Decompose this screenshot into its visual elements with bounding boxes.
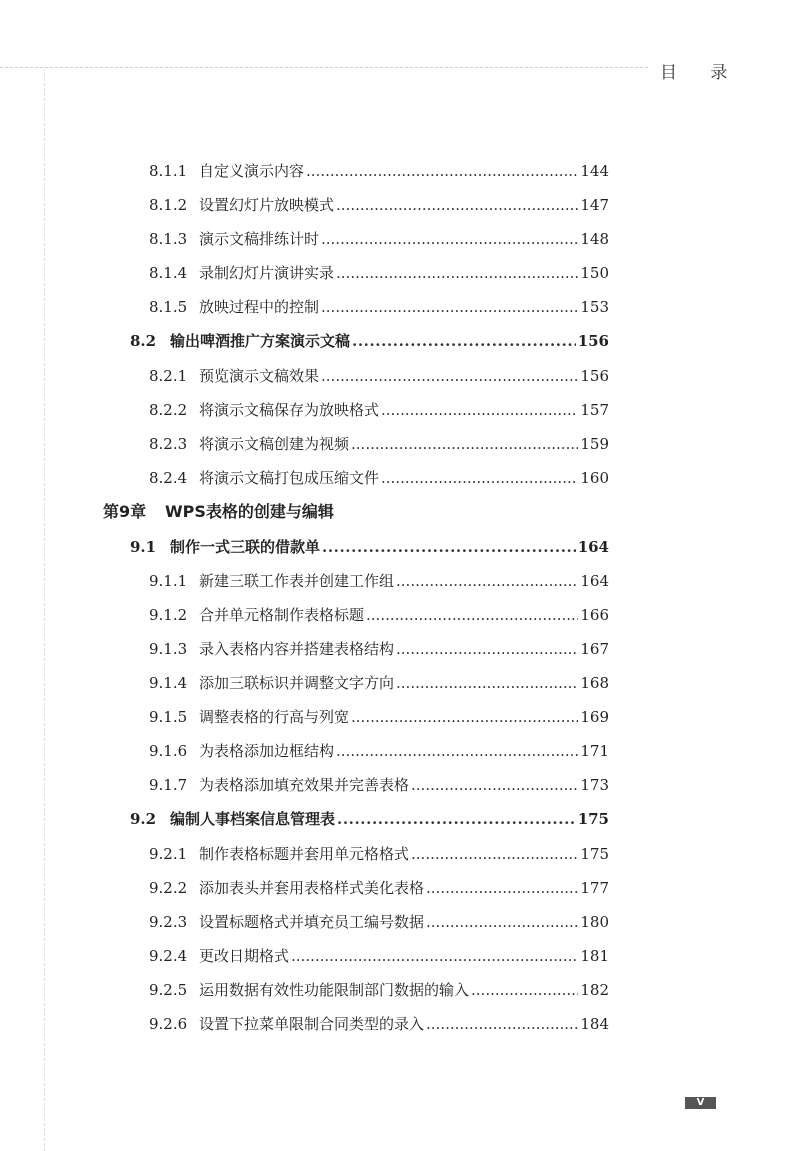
toc-dot-leader [426, 1014, 578, 1034]
toc-dot-leader [411, 775, 578, 795]
toc-entry-number: 8.1.1 [149, 162, 188, 180]
toc-entry[interactable] [149, 567, 609, 591]
toc-entry-title: 设置标题格式并填充员工编号数据 [199, 913, 425, 931]
toc-entry-page: 153 [580, 298, 609, 316]
toc-dot-leader [426, 912, 578, 932]
toc-entry[interactable] [149, 259, 609, 283]
toc-entry-page: 159 [580, 435, 609, 453]
toc-entry-page: 147 [580, 196, 609, 214]
toc-dot-leader [337, 809, 576, 829]
toc-entry-page: 144 [580, 162, 609, 180]
toc-entry[interactable] [149, 601, 609, 625]
toc-dot-leader [471, 980, 578, 1000]
toc-section[interactable] [130, 805, 609, 829]
toc-entry-page: 184 [580, 1015, 609, 1033]
toc-entry-number: 9.1.7 [149, 776, 188, 794]
toc-entry[interactable] [149, 669, 609, 693]
toc-entry[interactable] [149, 362, 609, 386]
toc-entry-title: 放映过程中的控制 [199, 298, 320, 316]
toc-dot-leader [426, 878, 578, 898]
toc-entry[interactable] [149, 874, 609, 898]
toc-entry-page: 173 [580, 776, 609, 794]
toc-entry-title: 调整表格的行高与列宽 [199, 708, 350, 726]
toc-entry-number: 9.1.1 [149, 572, 188, 590]
toc-dot-leader [321, 297, 578, 317]
toc-dot-leader [351, 434, 578, 454]
toc-entry[interactable] [149, 976, 609, 1000]
toc-entry[interactable] [149, 396, 609, 420]
toc-entry-page: 169 [580, 708, 609, 726]
toc-section-number: 9.2 [130, 810, 157, 828]
toc-entry-title: 合并单元格制作表格标题 [199, 606, 365, 624]
toc-entry-page: 150 [580, 264, 609, 282]
toc-entry-number: 9.1.4 [149, 674, 188, 692]
toc-entry[interactable] [149, 293, 609, 317]
toc-section-title: 输出啤酒推广方案演示文稿 [170, 332, 351, 350]
toc-entry-number: 9.2.5 [149, 981, 188, 999]
toc-entry[interactable] [149, 430, 609, 454]
toc-entry-page: 181 [580, 947, 609, 965]
toc-entry-page: 157 [580, 401, 609, 419]
toc-entry-title: 新建三联工作表并创建工作组 [199, 572, 395, 590]
toc-entry-title: 设置幻灯片放映模式 [199, 196, 335, 214]
toc-dot-leader [396, 673, 578, 693]
toc-entry-page: 182 [580, 981, 609, 999]
toc-entry-title: 将演示文稿创建为视频 [199, 435, 350, 453]
toc-entry-title: 设置下拉菜单限制合同类型的录入 [199, 1015, 425, 1033]
toc-dot-leader [306, 161, 578, 181]
toc-entry-title: 更改日期格式 [199, 947, 290, 965]
toc-entry[interactable] [149, 771, 609, 795]
toc-entry-number: 8.2.4 [149, 469, 188, 487]
toc-entry-page: 164 [580, 572, 609, 590]
toc-entry-number: 8.1.4 [149, 264, 188, 282]
toc-entry-title: 运用数据有效性功能限制部门数据的输入 [199, 981, 470, 999]
toc-entry-page: 156 [580, 367, 609, 385]
toc-entry-number: 9.1.3 [149, 640, 188, 658]
toc-entry-title: 制作表格标题并套用单元格格式 [199, 845, 410, 863]
toc-entry-number: 9.2.3 [149, 913, 188, 931]
toc-dot-leader [336, 263, 578, 283]
toc-dot-leader [381, 400, 578, 420]
toc-entry-page: 177 [580, 879, 609, 897]
toc-entry-number: 9.2.6 [149, 1015, 188, 1033]
toc-entry-number: 8.1.3 [149, 230, 188, 248]
toc-entry-page: 171 [580, 742, 609, 760]
toc-entry-number: 8.1.5 [149, 298, 188, 316]
toc-entry-title: 为表格添加填充效果并完善表格 [199, 776, 410, 794]
toc-entry-title: 自定义演示内容 [199, 162, 305, 180]
toc-entry-page: 168 [580, 674, 609, 692]
toc-chapter-number: 第9章 [103, 502, 147, 521]
toc-entry-title: 预览演示文稿效果 [199, 367, 320, 385]
toc-entry-title: 录入表格内容并搭建表格结构 [199, 640, 395, 658]
toc-entry-title: 演示文稿排练计时 [199, 230, 320, 248]
toc-entry[interactable] [149, 1010, 609, 1034]
toc-dot-leader [351, 707, 578, 727]
toc-section[interactable] [130, 327, 609, 351]
toc-entry-page: 175 [580, 845, 609, 863]
toc-entry-title: 将演示文稿打包成压缩文件 [199, 469, 380, 487]
toc-entry-number: 9.2.1 [149, 845, 188, 863]
toc-section-page: 164 [577, 538, 609, 556]
toc-entry[interactable] [149, 191, 609, 215]
toc-entry-number: 9.2.4 [149, 947, 188, 965]
toc-dot-leader [381, 468, 578, 488]
toc-chapter-title: WPS表格的创建与编辑 [165, 502, 334, 521]
toc-dot-leader [291, 946, 578, 966]
toc-entry-number: 9.1.2 [149, 606, 188, 624]
toc-dot-leader [336, 741, 578, 761]
toc-entry-title: 添加三联标识并调整文字方向 [199, 674, 395, 692]
toc-dot-leader [322, 537, 576, 557]
toc-entry-page: 180 [580, 913, 609, 931]
toc-entry-number: 9.2.2 [149, 879, 188, 897]
toc-entry-title: 录制幻灯片演讲实录 [199, 264, 335, 282]
toc-entry[interactable] [149, 157, 609, 181]
toc-entry[interactable] [149, 942, 609, 966]
toc-entry-number: 8.1.2 [149, 196, 188, 214]
toc-entry-title: 为表格添加边框结构 [199, 742, 335, 760]
toc-entry[interactable] [149, 703, 609, 727]
toc-section-title: 制作一式三联的借款单 [170, 538, 321, 556]
toc-dot-leader [321, 229, 578, 249]
toc-entry[interactable] [149, 737, 609, 761]
toc-entry-title: 将演示文稿保存为放映格式 [199, 401, 380, 419]
toc-entry[interactable] [149, 225, 609, 249]
toc-entry-number: 8.2.2 [149, 401, 188, 419]
toc-dot-leader [352, 331, 576, 351]
toc-dot-leader [366, 605, 578, 625]
page-title: 目 录 [660, 63, 742, 83]
toc-entry-number: 8.2.3 [149, 435, 188, 453]
toc-section-page: 175 [577, 810, 609, 828]
page-number-badge: V [685, 1097, 716, 1109]
toc-entry[interactable] [149, 840, 609, 864]
toc-entry-page: 167 [580, 640, 609, 658]
toc-entry[interactable] [149, 464, 609, 488]
toc-chapter[interactable] [103, 498, 603, 522]
toc-entry-number: 8.2.1 [149, 367, 188, 385]
toc-entry-number: 9.1.5 [149, 708, 188, 726]
toc-entry[interactable] [149, 635, 609, 659]
toc-entry-page: 148 [580, 230, 609, 248]
toc-section-number: 8.2 [130, 332, 157, 350]
toc-dot-leader [396, 639, 578, 659]
toc-entry-page: 166 [580, 606, 609, 624]
toc-dot-leader [396, 571, 578, 591]
toc-entry-title: 添加表头并套用表格样式美化表格 [199, 879, 425, 897]
toc-section-title: 编制人事档案信息管理表 [170, 810, 336, 828]
toc-section-page: 156 [577, 332, 609, 350]
toc-dot-leader [336, 195, 578, 215]
toc-dot-leader [321, 366, 578, 386]
toc-entry-page: 160 [580, 469, 609, 487]
toc-section-number: 9.1 [130, 538, 157, 556]
toc-entry-number: 9.1.6 [149, 742, 188, 760]
toc-section[interactable] [130, 533, 609, 557]
toc-dot-leader [411, 844, 578, 864]
toc-entry[interactable] [149, 908, 609, 932]
